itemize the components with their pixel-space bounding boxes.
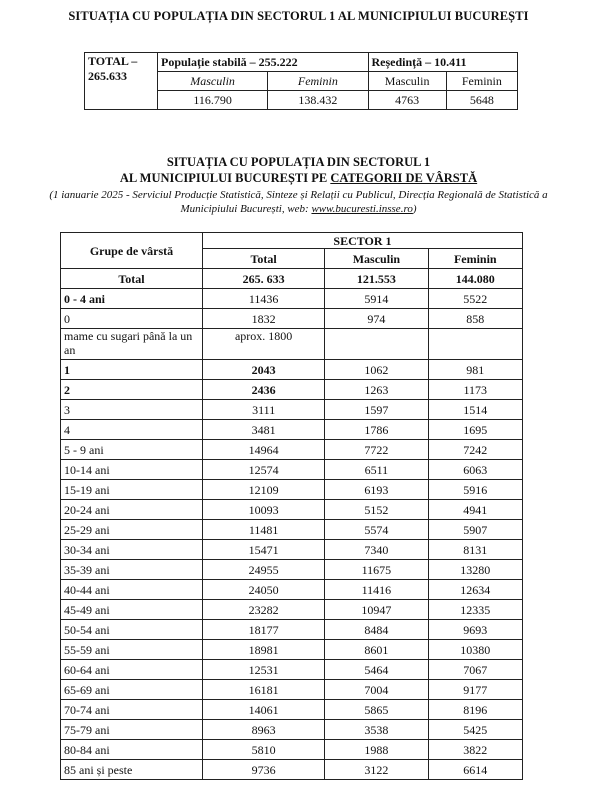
document-title: SITUAȚIA CU POPULAȚIA DIN SECTORUL 1 AL MUNICIPIULUI BUCUREȘTI xyxy=(68,9,529,23)
male-cell: 5914 xyxy=(325,289,428,309)
source-note-close: ) xyxy=(412,203,417,215)
female-cell: 9693 xyxy=(428,620,522,640)
total-cell: 8963 xyxy=(203,720,325,740)
male-cell: 6511 xyxy=(325,460,428,480)
female-cell: 13280 xyxy=(428,560,522,580)
sector-header: SECTOR 1 xyxy=(203,233,523,249)
total-cell: 265. 633 xyxy=(203,269,325,289)
female-cell: 6614 xyxy=(428,760,522,780)
total-value: 265.633 xyxy=(88,69,127,83)
male-cell: 3538 xyxy=(325,720,428,740)
table-row xyxy=(61,289,523,309)
total-cell: 11436 xyxy=(203,289,325,309)
female-cell: 5907 xyxy=(428,520,522,540)
total-cell: 5810 xyxy=(203,740,325,760)
total-cell: 14061 xyxy=(203,700,325,720)
table-row xyxy=(61,700,523,720)
table-row xyxy=(61,480,523,500)
total-cell: 2043 xyxy=(203,360,325,380)
total-cell: 24955 xyxy=(203,560,325,580)
age-group-header: Grupe de vârstă xyxy=(61,233,203,269)
female-cell: 7067 xyxy=(428,660,522,680)
age-group-cell: 70-74 ani xyxy=(61,700,203,720)
total-cell: 15471 xyxy=(203,540,325,560)
female-cell: 6063 xyxy=(428,460,522,480)
age-group-cell: 15-19 ani xyxy=(61,480,203,500)
table-row xyxy=(61,440,523,460)
stable-population-header: Populație stabilă – 255.222 xyxy=(158,53,369,72)
total-cell: 18177 xyxy=(203,620,325,640)
age-groups-table xyxy=(60,232,523,780)
total-cell: 1832 xyxy=(203,309,325,329)
residence-male-value: 4763 xyxy=(368,91,446,110)
age-group-cell: 0 xyxy=(61,309,203,329)
age-group-cell: 5 - 9 ani xyxy=(61,440,203,460)
source-note xyxy=(40,188,557,216)
table-row xyxy=(61,380,523,400)
table-row xyxy=(61,680,523,700)
table-row xyxy=(61,269,523,289)
female-cell: 4941 xyxy=(428,500,522,520)
total-cell: 12531 xyxy=(203,660,325,680)
stable-female-header: Feminin xyxy=(268,72,368,91)
age-group-cell: 30-34 ani xyxy=(61,540,203,560)
table-row xyxy=(61,360,523,380)
age-group-cell: 85 ani și peste xyxy=(61,760,203,780)
male-cell: 974 xyxy=(325,309,428,329)
total-cell: 3481 xyxy=(203,420,325,440)
age-group-cell: 80-84 ani xyxy=(61,740,203,760)
female-cell xyxy=(428,329,522,360)
table-row xyxy=(61,460,523,480)
female-cell: 144.080 xyxy=(428,269,522,289)
male-cell: 1597 xyxy=(325,400,428,420)
age-group-cell: 0 - 4 ani xyxy=(61,289,203,309)
total-cell: 9736 xyxy=(203,760,325,780)
section-title-prefix: AL MUNICIPIULUI BUCUREȘTI PE xyxy=(119,171,331,185)
total-cell: 18981 xyxy=(203,640,325,660)
population-summary-table xyxy=(84,52,518,110)
male-cell: 6193 xyxy=(325,480,428,500)
total-cell: 12574 xyxy=(203,460,325,480)
stable-female-value: 138.432 xyxy=(268,91,368,110)
male-cell: 1263 xyxy=(325,380,428,400)
male-cell: 8484 xyxy=(325,620,428,640)
age-group-cell: 2 xyxy=(61,380,203,400)
male-cell: 1988 xyxy=(325,740,428,760)
table-row xyxy=(61,540,523,560)
age-group-cell: 75-79 ani xyxy=(61,720,203,740)
male-column-header: Masculin xyxy=(325,249,428,269)
table-row xyxy=(61,740,523,760)
male-cell: 7722 xyxy=(325,440,428,460)
female-column-header: Feminin xyxy=(428,249,522,269)
table-row xyxy=(61,329,523,360)
table-row xyxy=(61,640,523,660)
female-cell: 1173 xyxy=(428,380,522,400)
female-cell: 10380 xyxy=(428,640,522,660)
section-title-line2 xyxy=(0,170,597,186)
table-row xyxy=(61,309,523,329)
total-cell: 12109 xyxy=(203,480,325,500)
residence-female-value: 5648 xyxy=(446,91,517,110)
section-title-underlined: CATEGORII DE VÂRSTĂ xyxy=(330,171,478,185)
residence-female-header: Feminin xyxy=(446,72,517,91)
total-cell: 10093 xyxy=(203,500,325,520)
female-cell: 3822 xyxy=(428,740,522,760)
table-row xyxy=(61,720,523,740)
male-cell: 5574 xyxy=(325,520,428,540)
table-row xyxy=(61,760,523,780)
female-cell: 12634 xyxy=(428,580,522,600)
table-row xyxy=(61,660,523,680)
age-group-cell: mame cu sugari până la un an xyxy=(61,329,203,360)
female-cell: 5916 xyxy=(428,480,522,500)
table-row xyxy=(61,520,523,540)
age-group-cell: 45-49 ani xyxy=(61,600,203,620)
total-cell: 2436 xyxy=(203,380,325,400)
age-group-cell: Total xyxy=(61,269,203,289)
female-cell: 8131 xyxy=(428,540,522,560)
stable-male-header: Masculin xyxy=(158,72,268,91)
female-cell: 8196 xyxy=(428,700,522,720)
male-cell: 7004 xyxy=(325,680,428,700)
table-row xyxy=(61,580,523,600)
male-cell xyxy=(325,329,428,360)
total-column-header: Total xyxy=(203,249,325,269)
age-group-cell: 20-24 ani xyxy=(61,500,203,520)
age-group-cell: 65-69 ani xyxy=(61,680,203,700)
male-cell: 11675 xyxy=(325,560,428,580)
male-cell: 5152 xyxy=(325,500,428,520)
age-group-cell: 1 xyxy=(61,360,203,380)
total-cell: 16181 xyxy=(203,680,325,700)
female-cell: 12335 xyxy=(428,600,522,620)
total-cell: 11481 xyxy=(203,520,325,540)
section-title xyxy=(0,154,597,186)
age-group-cell: 10-14 ani xyxy=(61,460,203,480)
source-link[interactable]: www.bucuresti.insse.ro xyxy=(311,203,413,215)
total-cell: 23282 xyxy=(203,600,325,620)
male-cell: 3122 xyxy=(325,760,428,780)
age-group-cell: 40-44 ani xyxy=(61,580,203,600)
total-cell: 24050 xyxy=(203,580,325,600)
age-group-cell: 4 xyxy=(61,420,203,440)
total-cell: 3111 xyxy=(203,400,325,420)
female-cell: 7242 xyxy=(428,440,522,460)
age-group-cell: 50-54 ani xyxy=(61,620,203,640)
male-cell: 5464 xyxy=(325,660,428,680)
female-cell: 9177 xyxy=(428,680,522,700)
female-cell: 1514 xyxy=(428,400,522,420)
residence-header: Reședință – 10.411 xyxy=(368,53,518,72)
female-cell: 5425 xyxy=(428,720,522,740)
source-note-text: (1 ianuarie 2025 - Serviciul Producție Statistică, Sinteze și Relații cu Publicul, Direcția Regională de Statistică a Municipiului București, web: xyxy=(49,189,548,215)
male-cell: 7340 xyxy=(325,540,428,560)
stable-male-value: 116.790 xyxy=(158,91,268,110)
male-cell: 5865 xyxy=(325,700,428,720)
table-row xyxy=(61,400,523,420)
total-cell xyxy=(85,53,158,110)
residence-male-header: Masculin xyxy=(368,72,446,91)
total-cell: aprox. 1800 xyxy=(203,329,325,360)
age-group-cell: 3 xyxy=(61,400,203,420)
male-cell: 8601 xyxy=(325,640,428,660)
table-row xyxy=(61,560,523,580)
male-cell: 11416 xyxy=(325,580,428,600)
female-cell: 858 xyxy=(428,309,522,329)
total-cell: 14964 xyxy=(203,440,325,460)
male-cell: 1062 xyxy=(325,360,428,380)
age-group-cell: 35-39 ani xyxy=(61,560,203,580)
table-row xyxy=(61,600,523,620)
table-row xyxy=(61,500,523,520)
female-cell: 1695 xyxy=(428,420,522,440)
table-row xyxy=(61,420,523,440)
female-cell: 981 xyxy=(428,360,522,380)
table-row xyxy=(61,620,523,640)
section-title-line1: SITUAȚIA CU POPULAȚIA DIN SECTORUL 1 xyxy=(166,155,431,169)
age-group-cell: 55-59 ani xyxy=(61,640,203,660)
age-table-body xyxy=(61,269,523,780)
male-cell: 121.553 xyxy=(325,269,428,289)
male-cell: 10947 xyxy=(325,600,428,620)
male-cell: 1786 xyxy=(325,420,428,440)
age-group-cell: 60-64 ani xyxy=(61,660,203,680)
total-label: TOTAL – xyxy=(88,54,138,68)
age-group-cell: 25-29 ani xyxy=(61,520,203,540)
female-cell: 5522 xyxy=(428,289,522,309)
